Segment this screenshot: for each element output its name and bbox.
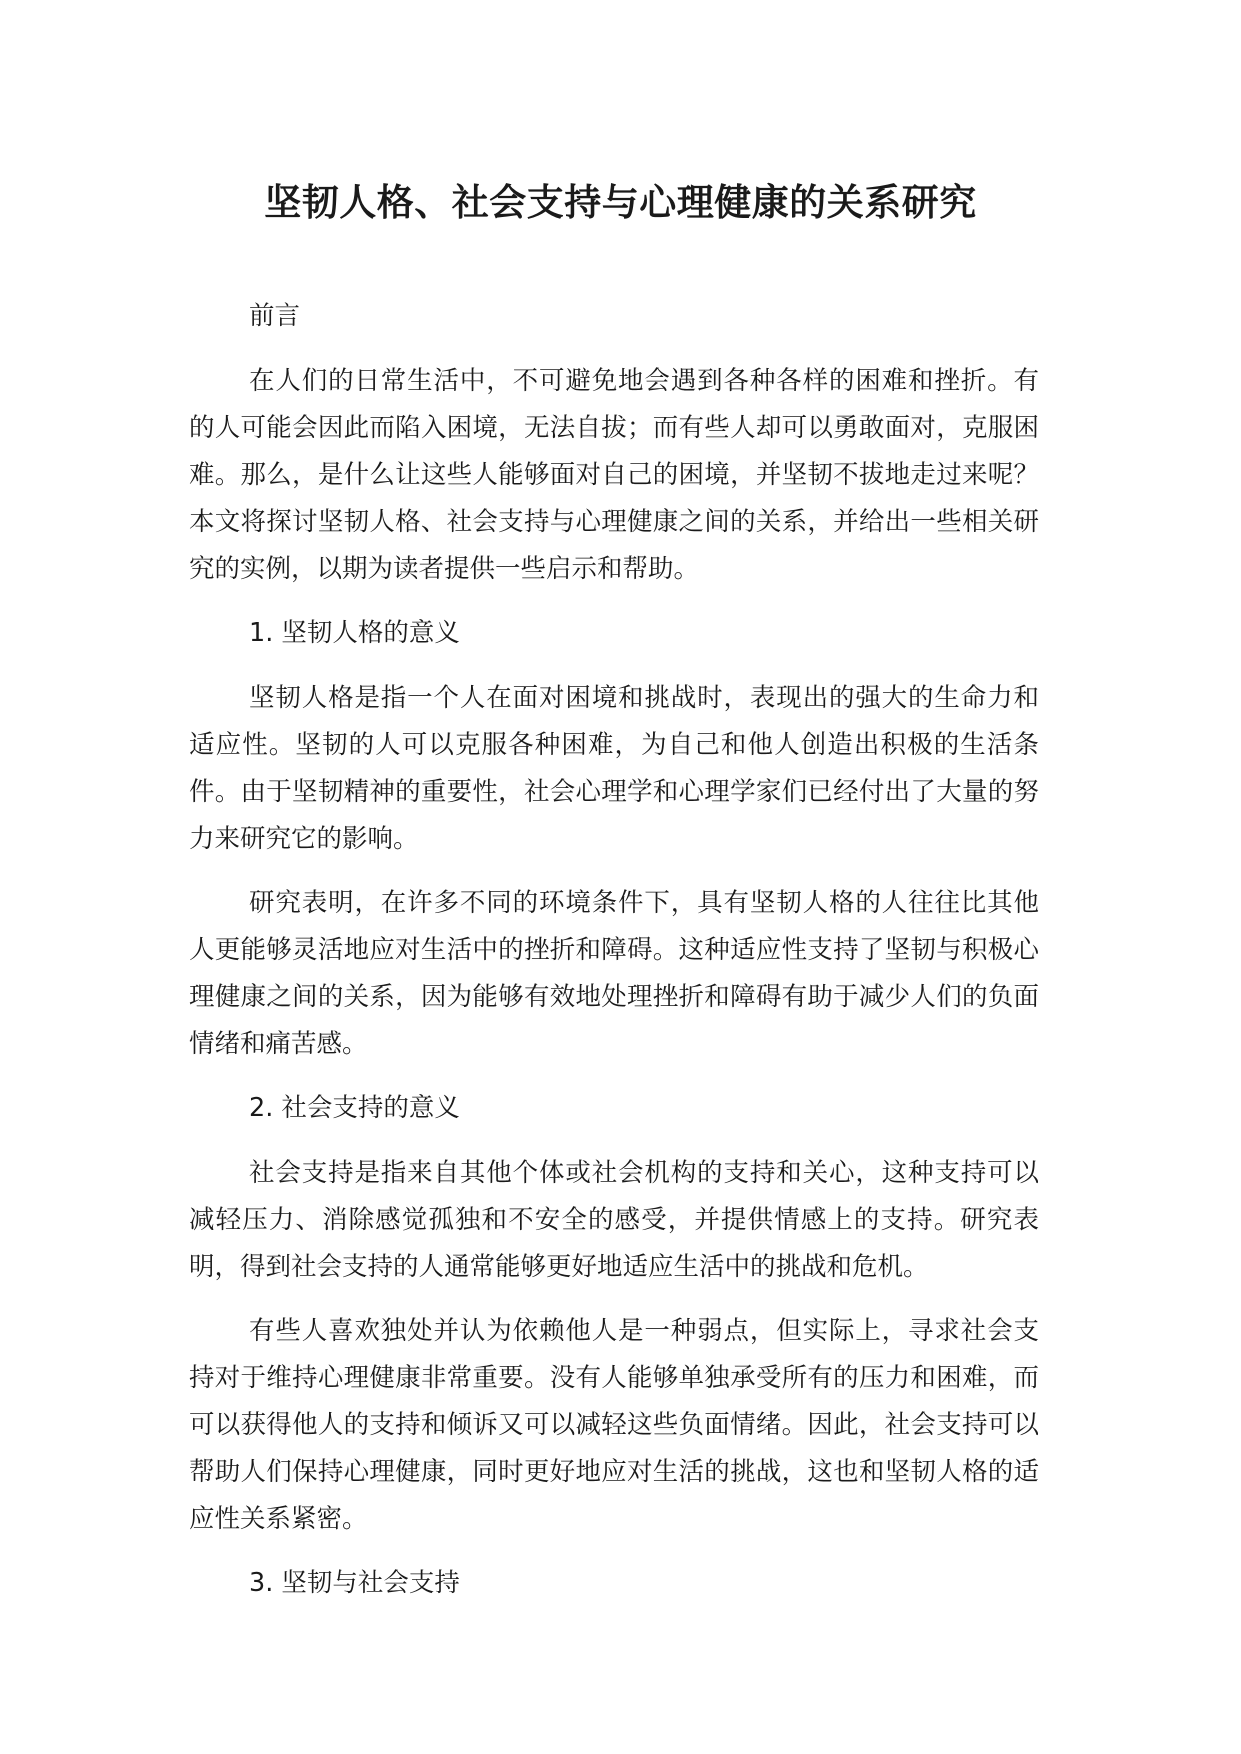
document-body	[189, 293, 1039, 1607]
section-1-heading: 1. 坚韧人格的意义	[249, 618, 460, 648]
section-2-paragraph-1: 社会支持是指来自其他个体或社会机构的支持和关心，这种支持可以减轻压力、消除感觉孤独和不安全的感受，并提供情感上的支持。研究表明，得到社会支持的人通常能够更好地适应生活中的挑战和危机。	[189, 1158, 1039, 1282]
section-1-paragraph-1: 坚韧人格是指一个人在面对困境和挑战时，表现出的强大的生命力和适应性。坚韧的人可以克服各种困难，为自己和他人创造出积极的生活条件。由于坚韧精神的重要性，社会心理学和心理学家们已经付出了大量的努力来研究它的影响。	[189, 683, 1039, 854]
section-1-paragraph-2: 研究表明，在许多不同的环境条件下，具有坚韧人格的人往往比其他人更能够灵活地应对生活中的挫折和障碍。这种适应性支持了坚韧与积极心理健康之间的关系，因为能够有效地处理挫折和障碍有助于减少人们的负面情绪和痛苦感。	[189, 888, 1039, 1059]
section-3-heading: 3. 坚韧与社会支持	[249, 1568, 460, 1598]
preface-paragraph: 在人们的日常生活中，不可避免地会遇到各种各样的困难和挫折。有的人可能会因此而陷入困境，无法自拔；而有些人却可以勇敢面对，克服困难。那么，是什么让这些人能够面对自己的困境，并坚韧不拔地走过来呢？本文将探讨坚韧人格、社会支持与心理健康之间的关系，并给出一些相关研究的实例，以期为读者提供一些启示和帮助。	[189, 366, 1039, 584]
document-title: 坚韧人格、社会支持与心理健康的关系研究	[264, 181, 977, 224]
section-2-heading: 2. 社会支持的意义	[249, 1093, 460, 1123]
section-2-paragraph-2: 有些人喜欢独处并认为依赖他人是一种弱点，但实际上，寻求社会支持对于维持心理健康非常重要。没有人能够单独承受所有的压力和困难，而可以获得他人的支持和倾诉又可以减轻这些负面情绪。因此，社会支持可以帮助人们保持心理健康，同时更好地应对生活的挑战，这也和坚韧人格的适应性关系紧密。	[189, 1316, 1039, 1534]
preface-heading: 前言	[249, 301, 301, 331]
